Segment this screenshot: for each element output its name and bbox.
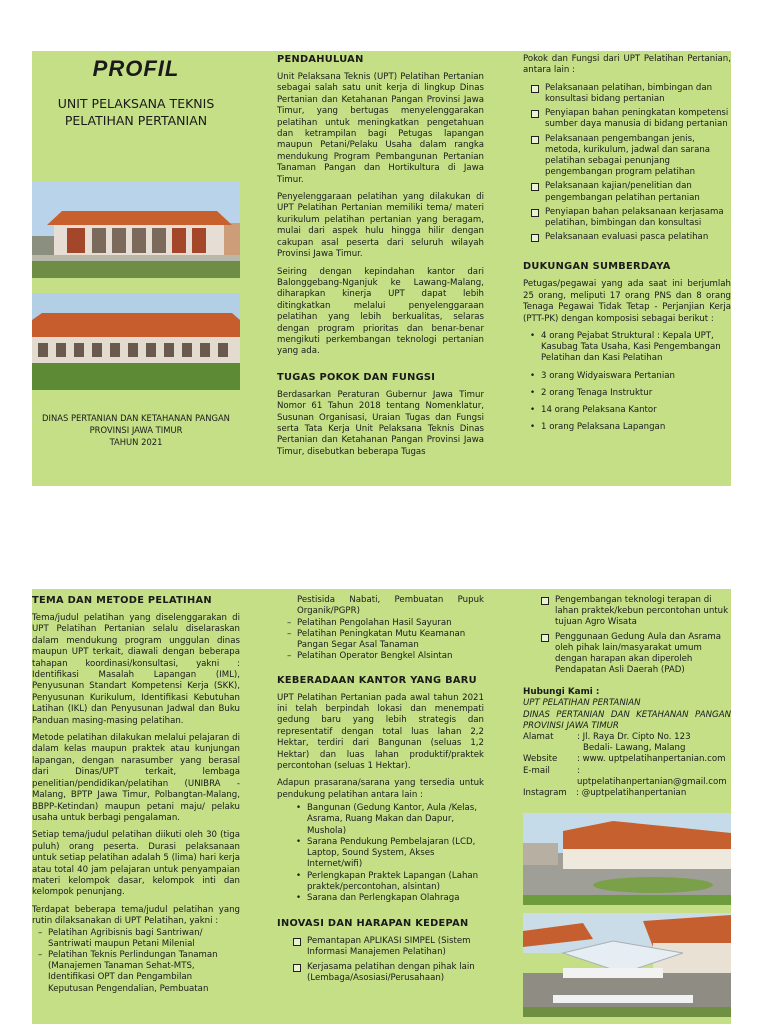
building-photo-front bbox=[32, 181, 240, 278]
list-item: Pengembangan teknologi terapan di lahan praktek/kebun percontohan untuk tujuan Agro Wisata bbox=[539, 595, 731, 629]
list-item: Kerjasama pelatihan dengan pihak lain (Lembaga/Asosiasi/Perusahaan) bbox=[291, 962, 484, 984]
kontak-alamat-2 bbox=[523, 743, 731, 754]
pendahuluan-paragraph-3: Seiring dengan kepindahan kantor dari Balonggebang-Nganjuk ke Lawang-Malang, diharapkan kinerja UPT dapat lebih ditingkatkan melalui penyelenggaraan pelatihan yang lebih berkualitas, selaras dengan program prioritas dan benar-benar mengikuti perkembangan teknologi pertanian yang ada. bbox=[277, 266, 484, 357]
intro-column bbox=[277, 54, 484, 464]
inovasi-list bbox=[277, 936, 484, 984]
pendahuluan-heading: PENDAHULUAN bbox=[277, 54, 364, 65]
tema-paragraph-1: Tema/judul pelatihan yang diselenggarakan di UPT Pelatihan Pertanian selalu diselaraskan dalam mendukung program unggulan dinas maupun UPT terkait, diawali dengan beberapa tahapan koordinasi/konsultasi, yakni : Identifikasi Masalah Lapangan (IML), Penyusunan Standart Kompetensi Kerja (SKK), Penyusunan Kurikulum, Identifikasi Kebutuhan Latihan (IKL) dan Penyusunan Jadwal dan Buku Panduan masing-masing pelatihan. bbox=[32, 613, 240, 726]
alamat-label: Alamat bbox=[523, 732, 554, 743]
instagram-label: Instagram bbox=[523, 788, 567, 799]
kontak-heading: Hubungi Kami : bbox=[523, 687, 600, 698]
list-item: Pemantapan APLIKASI SIMPEL (Sistem Informasi Manajemen Pelatihan) bbox=[291, 936, 484, 958]
kantor-paragraph-2: Adapun prasarana/sarana yang tersedia untuk pendukung pelatihan antara lain : bbox=[277, 778, 484, 800]
cover-column bbox=[32, 51, 240, 486]
cover-title: PROFIL bbox=[92, 56, 180, 81]
kontak-alamat bbox=[523, 732, 731, 743]
tema-list-continued: Pestisida Nabati, Pembuatan Pupuk Organik/PGPR) bbox=[297, 595, 484, 617]
kantor-column bbox=[277, 595, 484, 990]
fungsi-list bbox=[523, 83, 731, 244]
list-item: – Pelatihan Teknis Perlindungan Tanaman (Manajemen Tanaman Sehat-MTS, Identifikasi OPT dan Pengambilan Keputusan Pengendalian, Pembuatan bbox=[36, 950, 240, 995]
kantor-heading: KEBERADAAN KANTOR YANG BARU bbox=[277, 674, 477, 686]
cover-org-line-1: DINAS PERTANIAN DAN KETAHANAN PANGAN bbox=[42, 413, 230, 423]
list-item: Penyiapan bahan peningkatan kompetensi sumber daya manusia di bidang pertanian bbox=[529, 108, 731, 130]
tema-column bbox=[32, 595, 240, 1001]
list-item: Pelaksanaan pengembangan jenis, metoda, kurikulum, jadwal dan sarana pelatihan sebagai penunjang pengembangan program pelatihan bbox=[529, 134, 731, 179]
list-item: Pelaksanaan evaluasi pasca pelatihan bbox=[529, 232, 731, 243]
kontak-org-1: UPT PELATIHAN PERTANIAN bbox=[523, 698, 641, 709]
building-photo-wide bbox=[32, 293, 240, 390]
list-item: • Perlengkapan Praktek Lapangan (Lahan praktek/percontohan, alsintan) bbox=[293, 871, 484, 893]
tugas-heading: TUGAS POKOK DAN FUNGSI bbox=[277, 371, 436, 383]
list-item: – Pelatihan Operator Bengkel Alsintan bbox=[285, 651, 484, 662]
list-item: • Sarana dan Perlengkapan Olahraga bbox=[293, 893, 484, 904]
kontak-org-2: DINAS PERTANIAN DAN KETAHANAN PANGAN PROVINSI JAWA TIMUR bbox=[523, 709, 731, 731]
list-item: – Pelatihan Peningkatan Mutu Keamanan Pangan Segar Asal Tanaman bbox=[285, 629, 484, 651]
tema-paragraph-3: Setiap tema/judul pelatihan diikuti oleh 30 (tiga puluh) orang peserta. Durasi pelaksanaan untuk setiap pelatihan adalah 5 (lima) hari kerja atau total 40 jam pelajaran untuk penyampaian materi kelompok dasar, kelompok inti dan kelompok penunjang. bbox=[32, 830, 240, 898]
greenhouse-photo bbox=[523, 913, 731, 1017]
sumberdaya-heading: DUKUNGAN SUMBERDAYA bbox=[523, 261, 671, 273]
list-item: • 2 orang Tenaga Instruktur bbox=[523, 388, 731, 399]
tema-list-2 bbox=[277, 618, 484, 663]
alamat-value: : Jl. Raya Dr. Cipto No. 123 bbox=[577, 732, 691, 743]
pendahuluan-paragraph-1: Unit Pelaksana Teknis (UPT) Pelatihan Pertanian sebagai salah satu unit kerja di lingkup Dinas Pertanian dan Ketahanan Pangan Provinsi Jawa Timur, yang bertugas menyelenggarakan pelatihan untuk meningkatkan pengetahuan dan ketrampilan bagi Petugas lapangan maupun Petani/Pelaku Usaha dalam rangka mendukung Program Pembangunan Pertanian Tanaman Pangan dan Hortikultura di Jawa Timur. bbox=[277, 72, 484, 185]
office-photo bbox=[523, 813, 731, 905]
list-item: • Sarana Pendukung Pembelajaran (LCD, Laptop, Sound System, Akses Internet/wifi) bbox=[293, 837, 484, 871]
list-item: Pelaksanaan kajian/penelitian dan pengembangan pelatihan pertanian bbox=[529, 181, 731, 203]
email-link[interactable]: : uptpelatihanpertanian@gmail.com bbox=[577, 765, 727, 787]
list-item: – Pelatihan Agribisnis bagi Santriwan/ Santriwati maupun Petani Milenial bbox=[36, 928, 240, 950]
tugas-paragraph: Berdasarkan Peraturan Gubernur Jawa Timur Nomor 61 Tahun 2018 tentang Nomenklatur, Susunan Organisasi, Uraian Tugas dan Fungsi serta Tata Kerja Unit Pelaksana Teknis Dinas Pertanian dan Ketahanan Pangan Provinsi Jawa Timur, disebutkan beberapa Tugas bbox=[277, 389, 484, 457]
kontak-email bbox=[523, 766, 731, 788]
list-item: • 1 orang Pelaksana Lapangan bbox=[523, 422, 731, 433]
fungsi-column bbox=[523, 54, 731, 440]
kantor-paragraph-1: UPT Pelatihan Pertanian pada awal tahun 2021 ini telah berpindah lokasi dan menempati gedung baru yang lebih strategis dan representatif dengan total luas lahan 2,2 Hektar, terdiri dari Bangunan (seluas 1,2 Hektar) dan luas lahan produktif/praktek percontohan (seluas 1 Hektar). bbox=[277, 692, 484, 772]
website-link[interactable]: : www. uptpelatihanpertanian.com bbox=[577, 754, 726, 765]
website-label: Website bbox=[523, 754, 558, 765]
list-item: – Pelatihan Pengolahan Hasil Sayuran bbox=[285, 618, 484, 629]
sumberdaya-paragraph: Petugas/pegawai yang ada saat ini berjumlah 25 orang, meliputi 17 orang PNS dan 8 orang Tenaga Pegawai Tidak Tetap - Perjanjian Kerja (PTT-PK) dengan komposisi sebagai berikut : bbox=[523, 279, 731, 324]
tema-heading: TEMA DAN METODE PELATIHAN bbox=[32, 595, 212, 606]
list-item: • 4 orang Pejabat Struktural : Kepala UPT, Kasubag Tata Usaha, Kasi Pengembangan Pelatihan dan Kasi Pelatihan bbox=[523, 331, 731, 365]
pendahuluan-paragraph-2: Penyelenggaraan pelatihan yang dilakukan di UPT Pelatihan Pertanian memiliki tema/ materi kurikulum pelatihan pertanian yang beragam, mulai dari aspek hulu hingga hilir dengan cakupan asal peserta dari seluruh wilayah Provinsi Jawa Timur. bbox=[277, 192, 484, 260]
kantor-list bbox=[277, 803, 484, 904]
list-item: • 3 orang Widyaiswara Pertanian bbox=[523, 371, 731, 382]
alamat-value-2: Bedali- Lawang, Malang bbox=[583, 743, 686, 754]
inovasi-list-continued bbox=[523, 595, 731, 676]
instagram-link[interactable]: : @uptpelatihanpertanian bbox=[576, 788, 687, 799]
list-item: Penyiapan bahan pelaksanaan kerjasama pelatihan, bimbingan dan konsultasi bbox=[529, 207, 731, 229]
kontak-instagram bbox=[523, 788, 731, 799]
cover-subtitle-1: UNIT PELAKSANA TEKNIS bbox=[57, 96, 215, 111]
spacer bbox=[523, 743, 577, 754]
tema-paragraph-2: Metode pelatihan dilakukan melalui pelajaran di dalam kelas maupun praktek atau kunjungan lapangan, dengan narasumber yang berasal dari Dinas/UPT terkait, lembaga penelitian/pendidikan/pelatihan (UNIBRA - Malang, BPTP Jawa Timur, Polbangtan-Malang, BBPP-Ketindan) maupun petani maju/ pelaku usaha untuk berbagi pengalaman. bbox=[32, 733, 240, 823]
fungsi-intro: Pokok dan Fungsi dari UPT Pelatihan Pertanian, antara lain : bbox=[523, 54, 731, 76]
list-item: • 14 orang Pelaksana Kantor bbox=[523, 405, 731, 416]
email-label: E-mail bbox=[523, 765, 550, 776]
kontak-website bbox=[523, 754, 731, 765]
tema-paragraph-4: Terdapat beberapa tema/judul pelatihan yang rutin dilaksanakan di UPT Pelatihan, yakni : bbox=[32, 904, 240, 927]
cover-org-line-2: PROVINSI JAWA TIMUR bbox=[89, 425, 183, 435]
cover-year: TAHUN 2021 bbox=[109, 437, 163, 447]
sumberdaya-list bbox=[523, 331, 731, 433]
list-item: Pelaksanaan pelatihan, bimbingan dan konsultasi bidang pertanian bbox=[529, 83, 731, 105]
kontak-column bbox=[523, 595, 731, 799]
list-item: • Bangunan (Gedung Kantor, Aula /Kelas, Asrama, Ruang Makan dan Dapur, Mushola) bbox=[293, 803, 484, 837]
list-item: Penggunaan Gedung Aula dan Asrama oleh pihak lain/masyarakat umum dengan harapan akan diperoleh Pendapatan Asli Daerah (PAD) bbox=[539, 632, 731, 677]
inovasi-heading: INOVASI DAN HARAPAN KEDEPAN bbox=[277, 918, 469, 930]
tema-list bbox=[32, 928, 240, 995]
cover-subtitle-2: PELATIHAN PERTANIAN bbox=[64, 113, 208, 128]
